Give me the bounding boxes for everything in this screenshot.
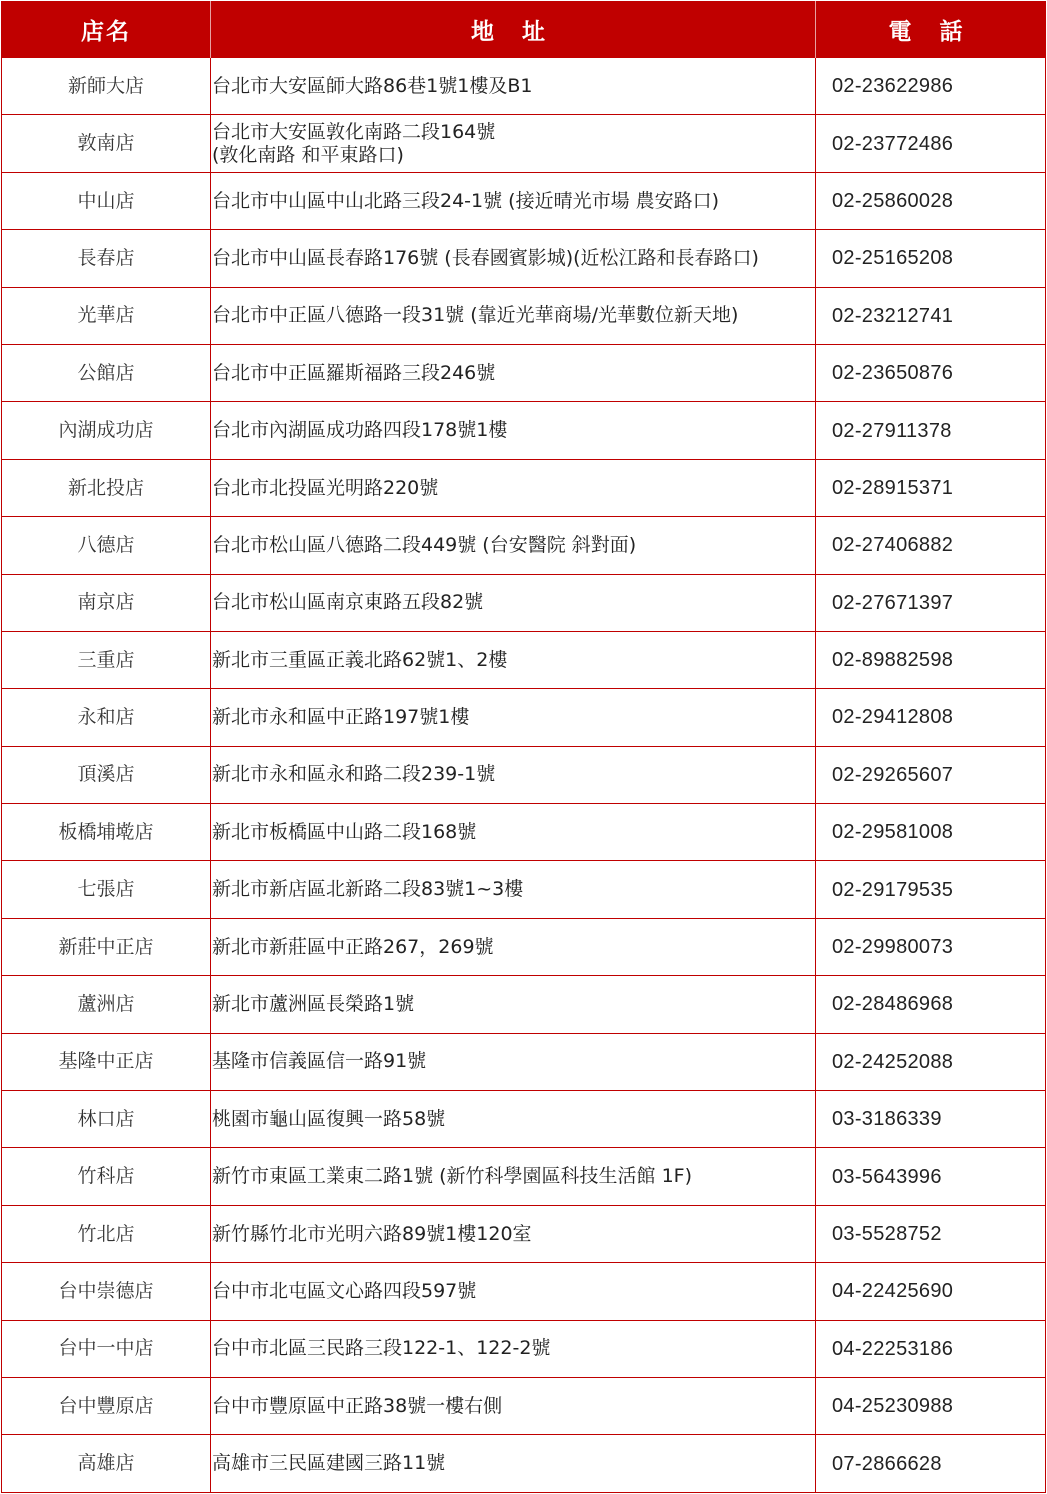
- table-row: [2, 861, 1046, 918]
- table-row: [2, 58, 1046, 115]
- store-address-cell: 台北市松山區八德路二段449號 (台安醫院 斜對面): [211, 517, 816, 574]
- store-name-cell: 三重店: [2, 631, 211, 688]
- table-row: [2, 976, 1046, 1033]
- store-address-cell: 新北市蘆洲區長榮路1號: [211, 976, 816, 1033]
- column-header-address: 地 址: [211, 1, 816, 58]
- store-address-cell: 新北市三重區正義北路62號1、2樓: [211, 631, 816, 688]
- store-phone-cell: 03-3186339: [816, 1091, 1046, 1148]
- table-row: [2, 689, 1046, 746]
- table-row: [2, 1377, 1046, 1434]
- store-phone-cell: 03-5528752: [816, 1205, 1046, 1262]
- table-row: [2, 230, 1046, 287]
- store-name-cell: 蘆洲店: [2, 976, 211, 1033]
- store-name-cell: 竹科店: [2, 1148, 211, 1205]
- store-phone-cell: 02-24252088: [816, 1033, 1046, 1090]
- store-phone-cell: 02-23212741: [816, 287, 1046, 344]
- table-row: [2, 287, 1046, 344]
- store-phone-cell: 02-28915371: [816, 459, 1046, 516]
- table-row: [2, 1263, 1046, 1320]
- store-name-cell: 高雄店: [2, 1435, 211, 1492]
- table-row: [2, 402, 1046, 459]
- table-row: [2, 1091, 1046, 1148]
- store-name-cell: 敦南店: [2, 115, 211, 172]
- store-address-cell: 台北市大安區師大路86巷1號1樓及B1: [211, 58, 816, 115]
- store-phone-cell: 02-23650876: [816, 344, 1046, 401]
- table-row: [2, 115, 1046, 172]
- table-header-row: [2, 1, 1046, 58]
- store-name-cell: 新北投店: [2, 459, 211, 516]
- store-name-cell: 公館店: [2, 344, 211, 401]
- store-phone-cell: 02-28486968: [816, 976, 1046, 1033]
- store-name-cell: 永和店: [2, 689, 211, 746]
- store-address-cell: 台北市北投區光明路220號: [211, 459, 816, 516]
- table-row: [2, 918, 1046, 975]
- store-address-cell: 台北市松山區南京東路五段82號: [211, 574, 816, 631]
- store-name-cell: 內湖成功店: [2, 402, 211, 459]
- store-name-cell: 八德店: [2, 517, 211, 574]
- store-name-cell: 台中崇德店: [2, 1263, 211, 1320]
- column-header-name: 店名: [2, 1, 211, 58]
- store-address-cell: 新竹市東區工業東二路1號 (新竹科學園區科技生活館 1F): [211, 1148, 816, 1205]
- store-name-cell: 竹北店: [2, 1205, 211, 1262]
- store-list-table: [1, 1, 1046, 1493]
- store-phone-cell: 02-29179535: [816, 861, 1046, 918]
- store-address-cell: 新北市永和區中正路197號1樓: [211, 689, 816, 746]
- store-address-cell: 台中市豐原區中正路38號一樓右側: [211, 1377, 816, 1434]
- store-name-cell: 林口店: [2, 1091, 211, 1148]
- store-name-cell: 新莊中正店: [2, 918, 211, 975]
- table-row: [2, 1148, 1046, 1205]
- store-phone-cell: 02-25165208: [816, 230, 1046, 287]
- store-phone-cell: 07-2866628: [816, 1435, 1046, 1492]
- store-address-cell: 高雄市三民區建國三路11號: [211, 1435, 816, 1492]
- store-address-cell: 新北市板橋區中山路二段168號: [211, 804, 816, 861]
- store-phone-cell: 02-29581008: [816, 804, 1046, 861]
- table-row: [2, 344, 1046, 401]
- store-name-cell: 台中一中店: [2, 1320, 211, 1377]
- store-phone-cell: 02-25860028: [816, 172, 1046, 229]
- store-address-cell: 台北市大安區敦化南路二段164號 (敦化南路 和平東路口): [211, 115, 816, 172]
- store-phone-cell: 04-22253186: [816, 1320, 1046, 1377]
- store-name-cell: 板橋埔墘店: [2, 804, 211, 861]
- table-row: [2, 631, 1046, 688]
- store-phone-cell: 02-27671397: [816, 574, 1046, 631]
- store-address-cell: 台中市北屯區文心路四段597號: [211, 1263, 816, 1320]
- store-phone-cell: 02-27406882: [816, 517, 1046, 574]
- store-phone-cell: 02-23772486: [816, 115, 1046, 172]
- table-row: [2, 1205, 1046, 1262]
- table-row: [2, 574, 1046, 631]
- store-address-cell: 台北市中正區羅斯福路三段246號: [211, 344, 816, 401]
- store-phone-cell: 02-89882598: [816, 631, 1046, 688]
- table-body: [2, 58, 1046, 1493]
- store-name-cell: 台中豐原店: [2, 1377, 211, 1434]
- store-phone-cell: 02-27911378: [816, 402, 1046, 459]
- table-row: [2, 459, 1046, 516]
- store-address-cell: 桃園市龜山區復興一路58號: [211, 1091, 816, 1148]
- store-phone-cell: 02-23622986: [816, 58, 1046, 115]
- table-row: [2, 746, 1046, 803]
- store-address-cell: 台北市中山區中山北路三段24-1號 (接近晴光市場 農安路口): [211, 172, 816, 229]
- store-address-cell: 新北市永和區永和路二段239-1號: [211, 746, 816, 803]
- store-address-cell: 新竹縣竹北市光明六路89號1樓120室: [211, 1205, 816, 1262]
- table-row: [2, 1435, 1046, 1492]
- table-row: [2, 517, 1046, 574]
- table-row: [2, 172, 1046, 229]
- store-phone-cell: 02-29412808: [816, 689, 1046, 746]
- store-phone-cell: 02-29265607: [816, 746, 1046, 803]
- store-name-cell: 頂溪店: [2, 746, 211, 803]
- store-address-cell: 基隆市信義區信一路91號: [211, 1033, 816, 1090]
- store-address-cell: 台北市中山區長春路176號 (長春國賓影城)(近松江路和長春路口): [211, 230, 816, 287]
- store-name-cell: 中山店: [2, 172, 211, 229]
- store-name-cell: 新師大店: [2, 58, 211, 115]
- store-name-cell: 長春店: [2, 230, 211, 287]
- store-address-cell: 台北市內湖區成功路四段178號1樓: [211, 402, 816, 459]
- store-name-cell: 光華店: [2, 287, 211, 344]
- column-header-phone: 電 話: [816, 1, 1046, 58]
- store-address-cell: 台中市北區三民路三段122-1、122-2號: [211, 1320, 816, 1377]
- store-name-cell: 基隆中正店: [2, 1033, 211, 1090]
- store-name-cell: 南京店: [2, 574, 211, 631]
- table-row: [2, 1320, 1046, 1377]
- store-phone-cell: 02-29980073: [816, 918, 1046, 975]
- table-row: [2, 804, 1046, 861]
- store-address-cell: 台北市中正區八德路一段31號 (靠近光華商場/光華數位新天地): [211, 287, 816, 344]
- store-phone-cell: 03-5643996: [816, 1148, 1046, 1205]
- store-phone-cell: 04-22425690: [816, 1263, 1046, 1320]
- store-name-cell: 七張店: [2, 861, 211, 918]
- store-phone-cell: 04-25230988: [816, 1377, 1046, 1434]
- store-address-cell: 新北市新店區北新路二段83號1~3樓: [211, 861, 816, 918]
- store-address-cell: 新北市新莊區中正路267，269號: [211, 918, 816, 975]
- table-row: [2, 1033, 1046, 1090]
